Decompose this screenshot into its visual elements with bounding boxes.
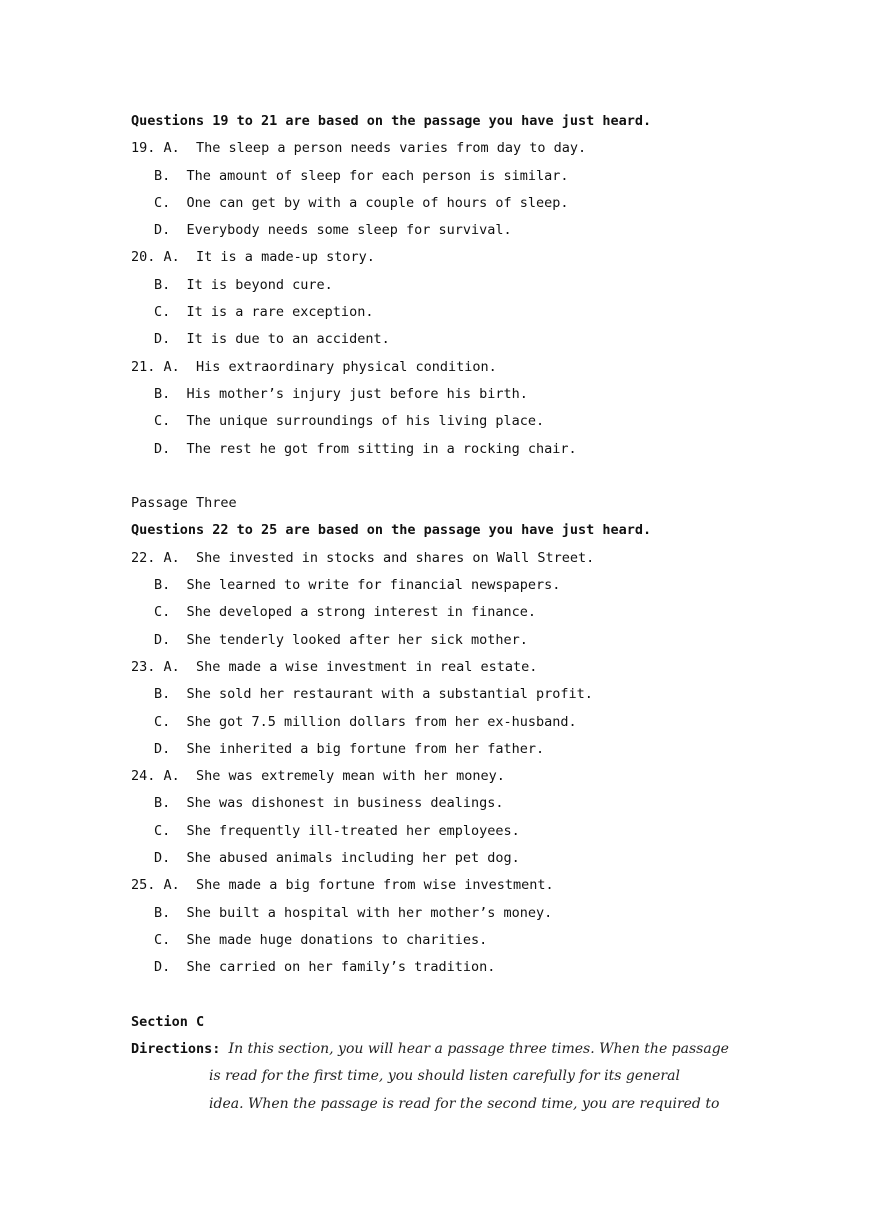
question-23-option-d: D. She inherited a big fortune from her father. xyxy=(154,740,545,757)
section-c-title: Section C xyxy=(131,1013,205,1030)
question-23-option-a xyxy=(131,654,751,681)
question-number: 24. xyxy=(131,768,156,785)
question-24-option-c: C. She frequently ill-treated her employees. xyxy=(154,822,520,839)
question-20-option-c: C. It is a rare exception. xyxy=(154,304,374,321)
question-19-option-d: D. Everybody needs some sleep for survival. xyxy=(154,222,512,239)
directions-text: In this section, you will hear a passage three times. When the passage xyxy=(228,1041,729,1058)
question-number: 23. xyxy=(131,658,156,675)
question-20-option-d: D. It is due to an accident. xyxy=(154,331,390,348)
option-text: A. She made a big fortune from wise investment. xyxy=(163,877,554,894)
question-20-option-a xyxy=(131,244,751,271)
question-24-option-a xyxy=(131,763,751,790)
question-number: 19. xyxy=(131,140,156,157)
directions-line-3 xyxy=(131,1091,751,1118)
question-25-option-a xyxy=(131,872,751,899)
question-25-option-b: B. She built a hospital with her mother’s money. xyxy=(154,904,553,921)
question-20-option-b: B. It is beyond cure. xyxy=(154,276,333,293)
question-number: 20. xyxy=(131,249,156,266)
question-21-option-c: C. The unique surroundings of his living place. xyxy=(154,413,545,430)
question-number: 21. xyxy=(131,358,156,375)
option-text: A. She was extremely mean with her money. xyxy=(163,768,505,785)
question-23-option-b: B. She sold her restaurant with a substantial profit. xyxy=(154,686,593,703)
option-text: A. It is a made-up story. xyxy=(163,249,375,266)
questions-19-21-instruction: Questions 19 to 21 are based on the passage you have just heard. xyxy=(131,113,652,129)
question-24-option-b: B. She was dishonest in business dealings. xyxy=(154,795,504,812)
spacer xyxy=(131,463,751,490)
directions-line-2 xyxy=(131,1063,751,1090)
question-19-option-b: B. The amount of sleep for each person is similar. xyxy=(154,167,569,184)
question-number: 25. xyxy=(131,877,156,894)
directions-text: idea. When the passage is read for the second time, you are required to xyxy=(209,1095,720,1112)
questions-22-25-instruction: Questions 22 to 25 are based on the passage you have just heard. xyxy=(131,522,652,539)
exam-page xyxy=(131,108,751,1118)
question-19-option-a xyxy=(131,135,751,162)
question-21-option-d: D. The rest he got from sitting in a rocking chair. xyxy=(154,440,577,457)
question-24-option-d: D. She abused animals including her pet dog. xyxy=(154,850,520,867)
option-text: A. She invested in stocks and shares on Wall Street. xyxy=(163,549,595,566)
directions-line-1 xyxy=(131,1036,751,1063)
question-25-option-d: D. She carried on her family’s tradition. xyxy=(154,959,496,976)
question-22-option-d: D. She tenderly looked after her sick mother. xyxy=(154,631,528,648)
spacer xyxy=(131,982,751,1009)
question-25-option-c: C. She made huge donations to charities. xyxy=(154,931,488,948)
question-21-option-a xyxy=(131,354,751,381)
passage-three-title: Passage Three xyxy=(131,495,237,512)
directions-label: Directions: xyxy=(131,1041,221,1058)
question-22-option-b: B. She learned to write for financial newspapers. xyxy=(154,577,561,594)
option-text: A. The sleep a person needs varies from day to day. xyxy=(163,140,587,157)
question-number: 22. xyxy=(131,549,156,566)
question-22-option-a xyxy=(131,545,751,572)
question-21-option-b: B. His mother’s injury just before his birth. xyxy=(154,385,528,402)
question-23-option-c: C. She got 7.5 million dollars from her ex-husband. xyxy=(154,713,577,730)
option-text: A. She made a wise investment in real estate. xyxy=(163,658,538,675)
option-text: A. His extraordinary physical condition. xyxy=(163,358,497,375)
directions-text: is read for the first time, you should listen carefully for its general xyxy=(209,1068,680,1085)
question-22-option-c: C. She developed a strong interest in finance. xyxy=(154,604,537,621)
question-19-option-c: C. One can get by with a couple of hours of sleep. xyxy=(154,194,569,211)
